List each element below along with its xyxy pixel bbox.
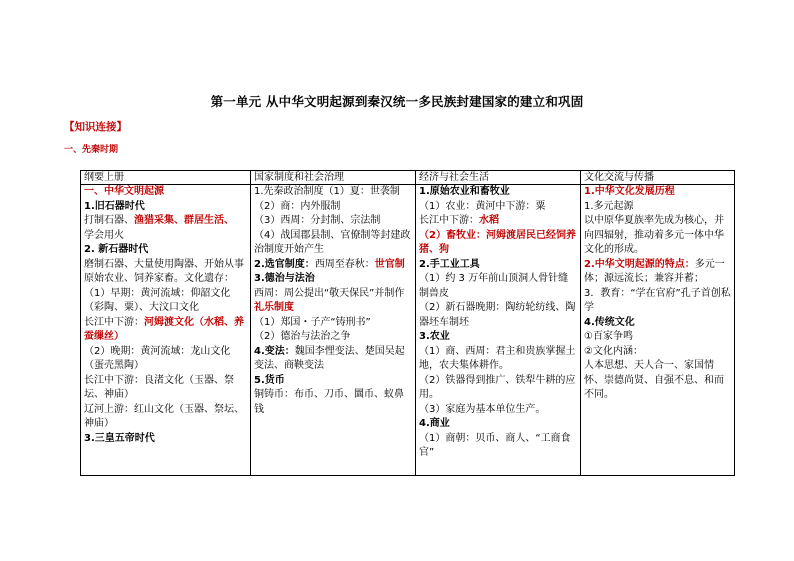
cell-text: （1）早期：黄河流域：仰韶文化（彩陶、粟）、大汶口文化 — [84, 287, 231, 313]
cell-text — [419, 214, 577, 229]
cell-text-part: 5. — [254, 374, 265, 386]
cell-text: 学会用火 — [84, 229, 124, 241]
cell-outline — [81, 185, 251, 476]
cell-text — [584, 258, 731, 287]
cell-text: （2）铁器得到推广、铁犁牛耕的应用。 — [419, 374, 576, 400]
cell-highlight: 渔猎采集、群居生活、 — [134, 215, 234, 226]
column-header: 纲要上册 — [81, 171, 251, 185]
cell-text-part: 魏国李悝变法、楚国吴起变法、商鞅变法 — [254, 345, 405, 371]
cell-text: 长江中下游：良渚文化（玉器、祭坛、神庙） — [84, 374, 234, 400]
cell-heading: 一、中华文明起源 — [84, 186, 164, 197]
table-row — [81, 185, 735, 476]
cell-text: 1.多元起源 — [584, 200, 634, 212]
cell-text: ①百家争鸣 — [584, 331, 633, 342]
cell-text-part: 变法： — [264, 345, 295, 357]
table-header-row — [81, 171, 735, 185]
cell-heading: 1.中华文化发展历程 — [584, 186, 675, 197]
cell-highlight: （2）畜牧业：河姆渡居民已经饲养猪、狗 — [419, 229, 576, 255]
page-title: 第一单元 从中华文明起源到秦汉统一多民族封建国家的建立和巩固 — [210, 94, 584, 109]
cell-text: （3）西周：分封制、宗法制 — [254, 215, 381, 226]
cell-text: （1）约 3 万年前山顶洞人骨针缝制兽皮 — [419, 273, 569, 299]
cell-text-part: 货币 — [264, 374, 285, 386]
cell-text — [84, 316, 247, 345]
cell-text — [84, 214, 247, 229]
cell-text-part: 打制石器、 — [84, 215, 134, 226]
cell-text: （1）商朝：贝币、商人、“工商食官” — [419, 432, 571, 458]
cell-text-part: 西周：周公提出“敬天保民”并制作 — [254, 287, 405, 299]
cell-text: 人本思想、天人合一、家国情怀、崇德尚贤、自强不息、和而不同。 — [584, 360, 724, 400]
cell-text-part: 多元一体；源远流长；兼容并蓄； — [584, 258, 725, 284]
cell-highlight: 水稻 — [479, 215, 499, 226]
cell-text-part: 长江中下游： — [84, 316, 144, 328]
cell-text: （2）德治与法治之争 — [254, 331, 351, 342]
cell-text-part: 西周至春秋： — [314, 258, 375, 270]
cell-governance — [251, 185, 416, 476]
knowledge-table — [80, 170, 735, 476]
cell-highlight: 礼乐制度 — [254, 302, 294, 313]
cell-text: （1）农业：黄河中下游：粟 — [419, 200, 546, 212]
cell-text: （3）家庭为基本单位生产。 — [419, 403, 546, 415]
cell-highlight: 2. — [584, 258, 595, 270]
cell-text: 磨制石器、大量使用陶器、开始从事原始农业、饲养家畜。文化遗存： — [84, 258, 244, 284]
cell-text: 1.先秦政治制度（1）夏：世袭制 — [254, 186, 400, 197]
cell-text: （4）战国郡县制、官僚制等封建政治制度开始产生 — [254, 229, 411, 255]
cell-text: 以中原华夏族率先成为核心，并向四辐射，推动着多元一体中华文化的形成。 — [584, 215, 724, 255]
cell-economy — [416, 185, 581, 476]
cell-text: （1）商、西周：君主和贵族掌握土地，农夫集体耕作。 — [419, 345, 576, 371]
cell-text: ②文化内涵： — [584, 345, 643, 357]
cell-text: （2）新石器晚期：陶纺轮纺线、陶器坯车制坯 — [419, 302, 576, 328]
cell-subheading: 4.传统文化 — [584, 316, 635, 328]
column-header: 文化交流与传播 — [581, 171, 735, 185]
column-header: 国家制度和社会治理 — [251, 171, 416, 185]
cell-highlight: 中华文明起源的特点： — [594, 258, 695, 270]
cell-text: （1）郑国・子产“铸刑书” — [254, 316, 371, 328]
cell-highlight: 河姆渡文化（水稻、养蚕缫丝） — [84, 316, 244, 342]
cell-text-part: 4. — [254, 345, 265, 357]
cell-text-part: 选官制度： — [264, 258, 315, 270]
cell-culture — [581, 185, 735, 476]
cell-highlight: 世官制 — [374, 258, 405, 270]
cell-subheading: 1.旧石器时代 — [84, 200, 145, 212]
cell-text — [254, 345, 412, 374]
cell-subheading: 3.三皇五帝时代 — [84, 432, 155, 444]
cell-text: 铜铸币：布币、刀币、圜币、蚁鼻钱 — [254, 389, 404, 415]
cell-subheading: 2. 新石器时代 — [84, 244, 149, 255]
cell-subheading: 3.德治与法治 — [254, 273, 315, 284]
cell-text — [254, 287, 412, 316]
cell-subheading: 4.商业 — [419, 418, 450, 429]
subsection-heading: 一、先秦时期 — [64, 145, 119, 155]
cell-text: （2）商：内外服制 — [254, 200, 341, 212]
cell-subheading: 3.农业 — [419, 331, 450, 342]
cell-text: 辽河上游：红山文化（玉器、祭坛、神庙） — [84, 403, 244, 429]
cell-text: 3．教育：“学在官府”孔子首创私学 — [584, 287, 731, 313]
section-label: 【知识连接】 — [64, 121, 127, 133]
cell-subheading: 1.原始农业和畜牧业 — [419, 186, 510, 197]
cell-text-part: 2. — [254, 258, 265, 270]
cell-text — [254, 258, 412, 273]
cell-text: （2）晚期：黄河流域：龙山文化（蛋壳黑陶） — [84, 345, 231, 371]
column-header: 经济与社会生活 — [416, 171, 581, 185]
cell-subheading: 2.手工业工具 — [419, 258, 480, 270]
cell-text — [254, 374, 412, 389]
cell-text-part: 长江中下游： — [419, 215, 479, 226]
